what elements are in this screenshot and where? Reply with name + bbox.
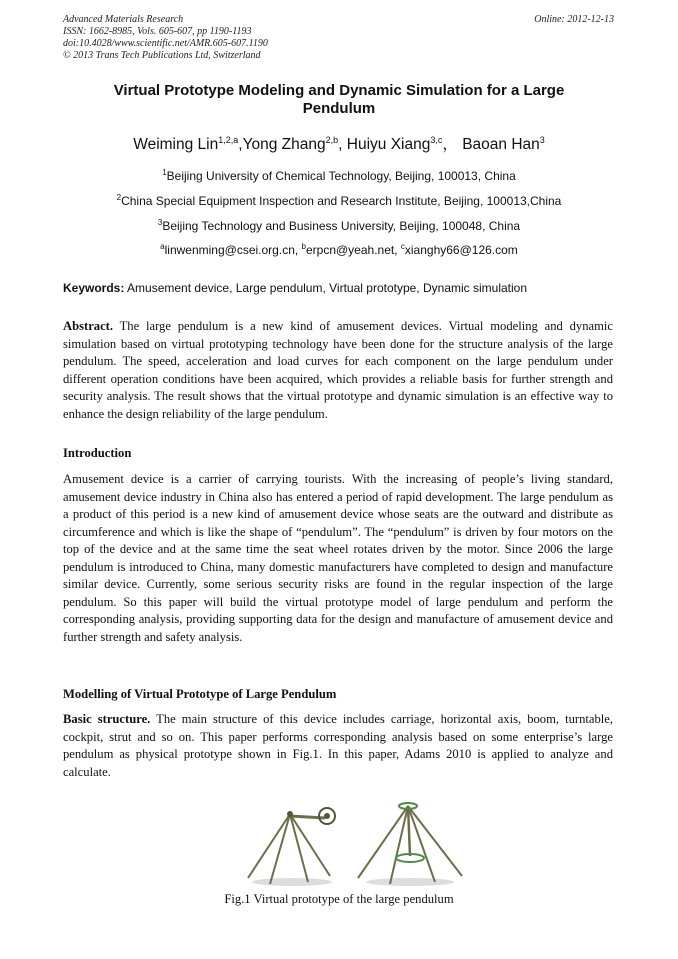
pendulum-figure [230,796,470,888]
pendulum-model-right [358,803,462,886]
affiliation [0,193,678,208]
figure-caption: Fig.1 Virtual prototype of the large pendulum [224,892,454,906]
affiliation-text: Beijing Technology and Business University, Beijing, 100048, China [162,219,521,233]
abstract [63,318,613,423]
author-list [0,132,678,154]
email-line [0,242,678,257]
basic-structure-paragraph [63,711,613,781]
author-sup: 1,2,a [218,134,239,145]
affiliation-text: Beijing University of Chemical Technology, Beijing, 100013, China [166,169,516,183]
introduction-text: Amusement device is a carrier of carrying tourists. With the increasing of people’s living standard, amusement device industry in China also has entered a period of rapid development. The large pendulum as a product of this period is a new kind of amusement device whose seats are the outward and distribute as circumference and which is like the shape of “pendulum”. The “pendulum” is driven by four motors on the top of the device and at the same time the seat wheel rotates driven by the motor. Since 2006 the large pendulum is introduced to China, many domestic manufacturers have completed to design and manufacture similar device. Currently, some serious security risks are found in the regular inspection of the large pendulum. So this paper will build the virtual prototype model of large pendulum and perform the corresponding analysis, providing supporting data for the design and manufacture of amusement device and further strength and safety analysis. [63,472,613,644]
header-line: Advanced Materials Research [63,14,184,25]
affiliation [0,218,678,233]
header-line: © 2013 Trans Tech Publications Ltd, Switzerland [63,50,261,61]
header-line: ISSN: 1662-8985, Vols. 605-607, pp 1190-1193 [63,26,252,37]
affiliation-text: China Special Equipment Inspection and Research Institute, Beijing, 100013,China [121,194,562,208]
author-name: Weiming Lin [133,136,219,153]
keywords-label: Keywords: [63,281,125,295]
section-heading-introduction: Introduction [63,446,132,460]
author-name: Baoan Han [462,136,540,153]
basic-structure-label: Basic structure. [63,712,151,726]
email-sup: a [160,242,165,251]
header-line: doi:10.4028/www.scientific.net/AMR.605-607.1190 [63,38,268,49]
journal-header [63,14,268,62]
author-name: Yong Zhang [242,136,326,153]
section-heading-modelling: Modelling of Virtual Prototype of Large Pendulum [63,687,337,701]
keywords [63,281,527,295]
affiliation-sup: 2 [116,193,122,202]
paper-title: Virtual Prototype Modeling and Dynamic Simulation for a Large Pendulum [113,82,565,117]
online-date: Online: 2012-12-13 [534,14,614,25]
email: erpcn@yeah.net, [305,243,401,257]
email: xianghy66@126.com [404,243,518,257]
author-sep: , [238,136,243,153]
pendulum-model-left [248,808,335,886]
author-sep: ， [442,136,463,153]
author-sep: , [338,136,347,153]
author-sup: 3,c [430,134,443,145]
email-sup: c [400,242,405,251]
affiliation-sup: 1 [162,168,167,177]
email: linwenming@csei.org.cn, [164,243,302,257]
author-name: Huiyu Xiang [346,136,431,153]
author-sup: 3 [539,134,545,145]
email-sup: b [301,242,306,251]
basic-structure-text: The main structure of this device includes carriage, horizontal axis, boom, turntable, cockpit, strut and so on. This paper performs corresponding analysis based on some enterprise’s large pendulum as physical prototype shown in Fig.1. In this paper, Adams 2010 is applied to analyze and calculate. [63,712,613,779]
author-sup: 2,b [325,134,339,145]
keywords-text: Amusement device, Large pendulum, Virtual prototype, Dynamic simulation [124,281,528,295]
affiliation-sup: 3 [157,218,163,227]
abstract-text: The large pendulum is a new kind of amusement devices. Virtual modeling and dynamic simulation based on virtual prototyping technology have been done for the structure analysis of the large pendulum. The speed, acceleration and load curves for each component on the large pendulum under different operation conditions have been acquired, which provides a reliable basis for further strength and security analysis. The result shows that the virtual prototype and dynamic simulation is an effective way to enhance the design reliability of the large pendulum. [63,319,613,421]
affiliation [0,168,678,183]
abstract-label: Abstract. [63,319,114,333]
